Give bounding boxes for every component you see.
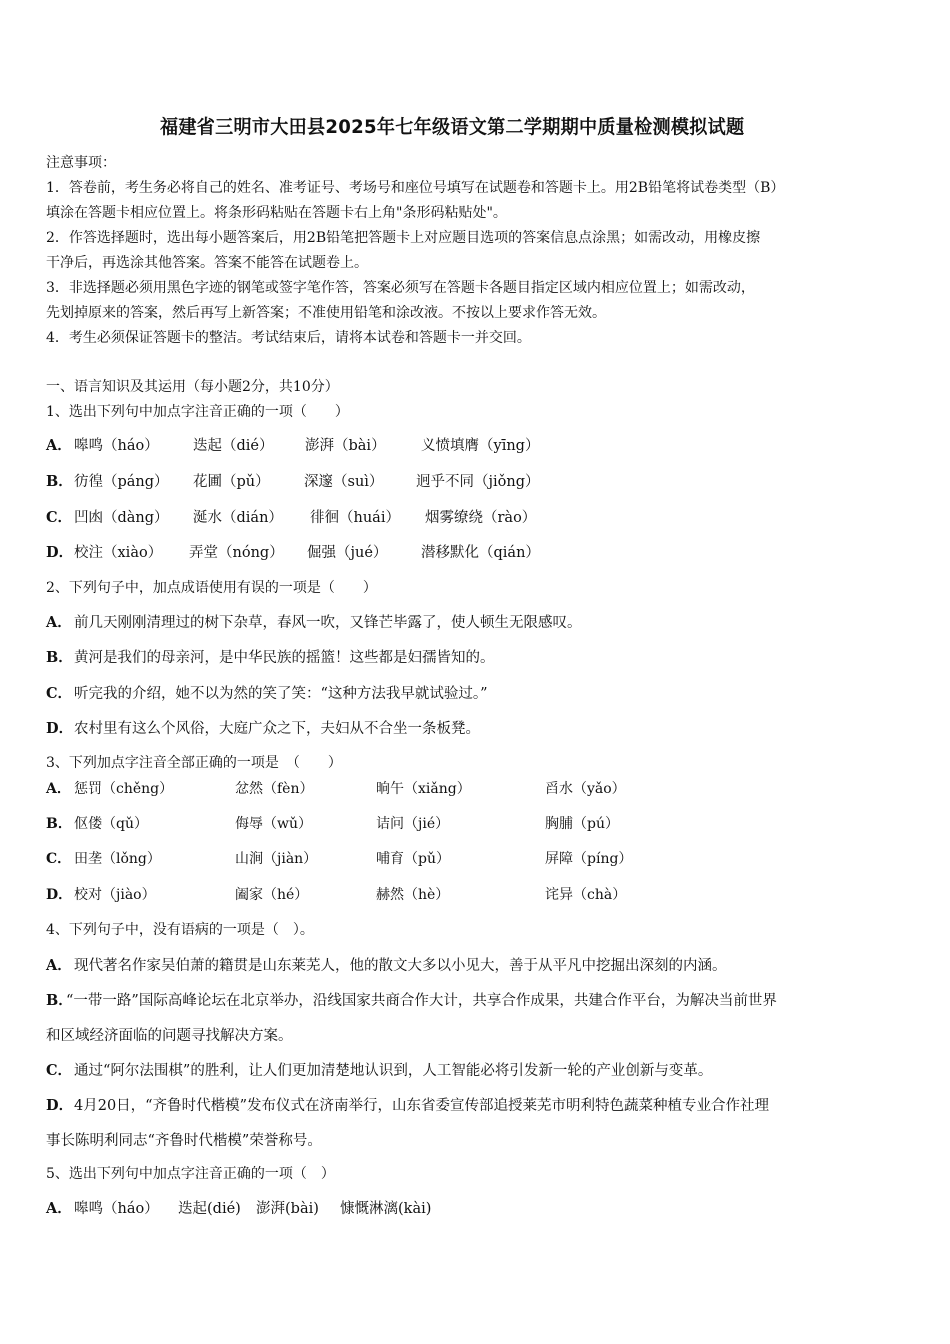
option-label: C． xyxy=(46,1062,73,1079)
option-label: A． xyxy=(46,957,72,974)
option-item: 诘问（jié） xyxy=(376,816,450,832)
option-text: 现代著名作家吴伯萧的籍贯是山东莱芜人，他的散文大多以小见大，善于从平凡中挖掘出深刻的内涵。 xyxy=(74,958,727,974)
notice-line: 3．非选择题必须用黑色字迹的钢笔或签字笔作答，答案必须写在答题卡各题目指定区域内相应位置上；如需改动， xyxy=(46,280,755,296)
option-item: 澎湃（bài） xyxy=(305,438,386,454)
option-text: 4月20日，“齐鲁时代楷模”发布仪式在济南举行，山东省委宣传部追授莱芜市明利特色蔬菜种植专业合作社理 xyxy=(74,1098,769,1114)
option-label: A． xyxy=(46,781,71,797)
option-item: 深邃（suì） xyxy=(304,474,384,490)
option-item: 舀水（yǎo） xyxy=(545,781,626,797)
option-text-continued: 事长陈明利同志“齐鲁时代楷模”荣誉称号。 xyxy=(46,1133,322,1149)
option-label: C． xyxy=(46,685,73,702)
option-item: 惩罚（chěng） xyxy=(74,781,174,797)
notice-line: 先划掉原来的答案，然后再写上新答案；不准使用铅笔和涂改液。不按以上要求作答无效。 xyxy=(46,305,606,321)
notice-line: 4．考生必须保证答题卡的整洁。考试结束后，请将本试卷和答题卡一并交回。 xyxy=(46,330,531,346)
option-label: C． xyxy=(46,509,73,526)
option-text: 听完我的介绍，她不以为然的笑了笑：“这种方法我早就试验过。” xyxy=(74,686,488,702)
notice-line: 填涂在答题卡相应位置上。将条形码粘贴在答题卡右上角"条形码粘贴处"。 xyxy=(46,205,507,221)
option-label: A． xyxy=(46,614,72,631)
question-1-stem: 1、选出下列句中加点字注音正确的一项（ ） xyxy=(46,404,349,420)
option-item: 胸脯（pú） xyxy=(545,816,619,832)
notice-line: 干净后，再选涂其他答案。答案不能答在试题卷上。 xyxy=(46,255,368,271)
option-label: D． xyxy=(46,720,74,737)
option-item: 诧异（chà） xyxy=(545,887,627,903)
option-label: A． xyxy=(46,437,72,454)
option-text: “一带一路”国际高峰论坛在北京举办，沿线国家共商合作大计，共享合作成果，共建合作平台，为解决当前世界 xyxy=(66,993,777,1009)
option-item: 侮辱（wǔ） xyxy=(235,816,312,832)
option-text: 通过“阿尔法围棋”的胜利，让人们更加清楚地认识到，人工智能必将引发新一轮的产业创新与变革。 xyxy=(74,1063,713,1079)
option-text-continued: 和区域经济面临的问题寻找解决方案。 xyxy=(46,1028,293,1044)
option-item: 嗥鸣（háo） xyxy=(74,438,159,454)
option-item: 义愤填膺（yīng） xyxy=(421,438,540,454)
option-item: 晌午（xiǎng） xyxy=(376,781,471,797)
option-item: 花圃（pǔ） xyxy=(193,474,270,490)
section-heading: 一、语言知识及其运用（每小题2分，共10分） xyxy=(46,379,339,395)
option-item: 迭起（dié） xyxy=(193,438,274,454)
option-label: D． xyxy=(46,544,74,561)
option-label: B． xyxy=(46,649,73,666)
question-3-stem: 3、下列加点字注音全部正确的一项是 （ ） xyxy=(46,755,342,771)
notice-heading: 注意事项： xyxy=(46,155,116,171)
option-item: 彷徨（páng） xyxy=(74,474,169,490)
question-2-stem: 2、下列句子中，加点成语使用有误的一项是（ ） xyxy=(46,580,377,596)
option-label: D． xyxy=(46,887,73,903)
option-item: 屏障（píng） xyxy=(545,851,633,867)
option-item: 凹凼（dàng） xyxy=(74,510,169,526)
question-5-stem: 5、选出下列句中加点字注音正确的一项（ ） xyxy=(46,1166,335,1182)
option-item: 弄堂（nóng） xyxy=(189,545,284,561)
option-item: 倔强（jué） xyxy=(307,545,388,561)
option-item: 慷慨淋漓(kài) xyxy=(340,1201,432,1217)
option-item: 徘徊（huái） xyxy=(310,510,400,526)
option-item: 澎湃(bài) xyxy=(256,1201,319,1217)
option-label: C． xyxy=(46,851,72,867)
option-item: 涎水（dián） xyxy=(193,510,283,526)
option-item: 嗥鸣（háo） xyxy=(74,1201,159,1217)
option-label: B． xyxy=(46,992,73,1009)
notice-line: 2．作答选择题时，选出每小题答案后，用2B铅笔把答题卡上对应题目选项的答案信息点涂黑；如需改动，用橡皮擦 xyxy=(46,230,761,246)
option-item: 烟雾缭绕（rào） xyxy=(425,510,537,526)
option-item: 迭起(dié) xyxy=(178,1201,241,1217)
option-item: 田垄（lǒng） xyxy=(74,851,161,867)
option-item: 迥乎不同（jiǒng） xyxy=(416,474,540,490)
option-label: B． xyxy=(46,816,72,832)
option-item: 校对（jiào） xyxy=(74,887,156,903)
option-text: 农村里有这么个风俗，大庭广众之下，夫妇从不合坐一条板凳。 xyxy=(74,721,480,737)
option-item: 潜移默化（qián） xyxy=(421,545,540,561)
option-item: 忿然（fèn） xyxy=(235,781,314,797)
option-item: 赫然（hè） xyxy=(376,887,450,903)
page-title: 福建省三明市大田县2025年七年级语文第二学期期中质量检测模拟试题 xyxy=(160,116,745,138)
option-item: 阖家（hé） xyxy=(235,887,309,903)
option-item: 山涧（jiàn） xyxy=(235,851,318,867)
option-text: 黄河是我们的母亲河，是中华民族的摇篮！这些都是妇孺皆知的。 xyxy=(74,650,495,666)
option-text: 前几天刚刚清理过的树下杂草，春风一吹，又锋芒毕露了，使人顿生无限感叹。 xyxy=(74,615,582,631)
option-label: B． xyxy=(46,473,73,490)
option-label: A． xyxy=(46,1200,72,1217)
option-label: D． xyxy=(46,1097,74,1114)
question-4-stem: 4、下列句子中，没有语病的一项是（ ）。 xyxy=(46,922,314,938)
option-item: 伛偻（qǔ） xyxy=(74,816,148,832)
notice-line: 1．答卷前，考生务必将自己的姓名、准考证号、考场号和座位号填写在试题卷和答题卡上。用2B铅笔将试卷类型（B） xyxy=(46,180,785,196)
option-item: 校注（xiào） xyxy=(74,545,163,561)
option-item: 哺育（pǔ） xyxy=(376,851,450,867)
